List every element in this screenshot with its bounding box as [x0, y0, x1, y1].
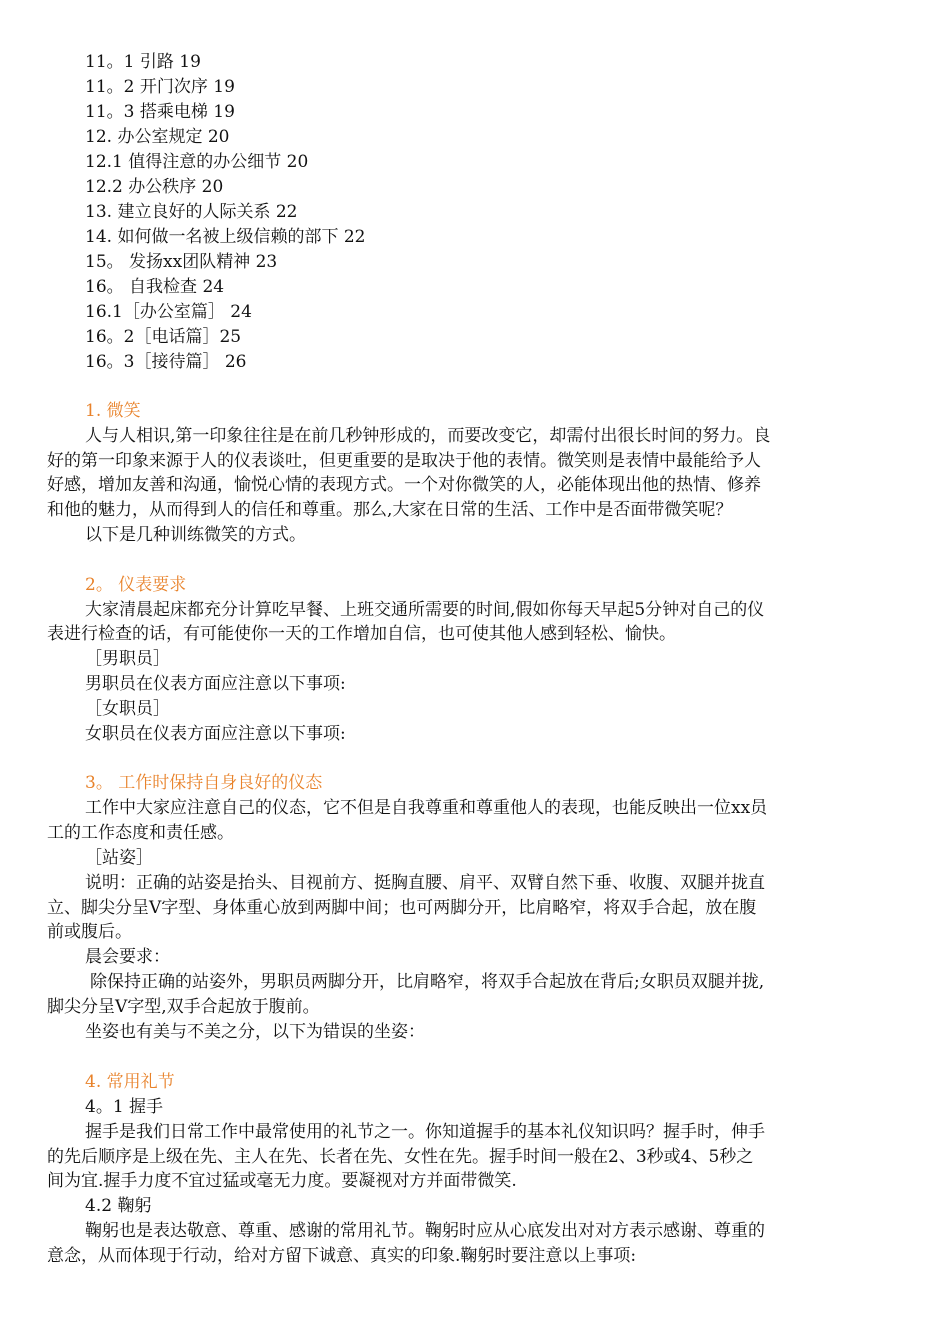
- section-heading: 3。 工作时保持自身良好的仪态: [85, 773, 323, 793]
- subsection-heading: 4.2 鞠躬: [85, 1196, 152, 1216]
- paragraph-line: 工的工作态度和责任感。: [47, 823, 234, 843]
- toc-entry: 16.1［办公室篇］ 24: [85, 302, 252, 322]
- paragraph-line: 说明：正确的站姿是抬头、目视前方、挺胸直腰、肩平、双臂自然下垂、收腹、双腿并拢直: [85, 873, 765, 893]
- paragraph-line: 女职员在仪表方面应注意以下事项:: [85, 724, 346, 744]
- paragraph-line: 立、脚尖分呈V字型、身体重心放到两脚中间；也可两脚分开，比肩略窄，将双手合起，放在腹: [47, 898, 757, 918]
- paragraph-line: 晨会要求：: [85, 947, 170, 967]
- paragraph-line: 间为宜.握手力度不宜过猛或毫无力度。要凝视对方并面带微笑.: [47, 1171, 517, 1191]
- toc-entry: 13. 建立良好的人际关系 22: [85, 202, 298, 222]
- paragraph-line: 好感，增加友善和沟通，愉悦心情的表现方式。一个对你微笑的人，必能体现出他的热情、修养: [47, 475, 761, 495]
- paragraph-line: 坐姿也有美与不美之分，以下为错误的坐姿：: [85, 1022, 425, 1042]
- paragraph-line: 和他的魅力，从而得到人的信任和尊重。那么,大家在日常的生活、工作中是否面带微笑呢？: [47, 500, 733, 520]
- paragraph-line: 握手是我们日常工作中最常使用的礼节之一。你知道握手的基本礼仪知识吗？握手时，伸手: [85, 1122, 765, 1142]
- subheading-tag: ［男职员］: [85, 649, 170, 669]
- paragraph-line: 鞠躬也是表达敬意、尊重、感谢的常用礼节。鞠躬时应从心底发出对对方表示感谢、尊重的: [85, 1221, 765, 1241]
- paragraph-line: 前或腹后。: [47, 922, 132, 942]
- paragraph-line: 表进行检查的话，有可能使你一天的工作增加自信，也可使其他人感到轻松、愉快。: [47, 624, 676, 644]
- paragraph-line: 人与人相识,第一印象往往是在前几秒钟形成的，而要改变它，却需付出很长时间的努力。良: [85, 426, 771, 446]
- paragraph-line: 工作中大家应注意自己的仪态，它不但是自我尊重和尊重他人的表现，也能反映出一位xx员: [85, 798, 768, 818]
- toc-entry: 14. 如何做一名被上级信赖的部下 22: [85, 227, 366, 247]
- subheading-tag: ［站姿］: [85, 848, 153, 868]
- toc-entry: 11。2 开门次序 19: [85, 77, 235, 97]
- toc-entry: 11。3 搭乘电梯 19: [85, 102, 235, 122]
- toc-entry: 16。3［接待篇］ 26: [85, 352, 247, 372]
- toc-entry: 12.1 值得注意的办公细节 20: [85, 152, 309, 172]
- paragraph-line: 脚尖分呈V字型,双手合起放于腹前。: [47, 997, 320, 1017]
- toc-entry: 16。 自我检查 24: [85, 277, 225, 297]
- paragraph-line: 好的第一印象来源于人的仪表谈吐，但更重要的是取决于他的表情。微笑则是表情中最能给予人: [47, 451, 761, 471]
- section-heading: 4. 常用礼节: [85, 1072, 175, 1092]
- section-heading: 1. 微笑: [85, 401, 141, 421]
- subsection-heading: 4。1 握手: [85, 1097, 164, 1117]
- subheading-tag: ［女职员］: [85, 699, 170, 719]
- paragraph-line: 的先后顺序是上级在先、主人在先、长者在先、女性在先。握手时间一般在2、3秒或4、5秒之: [47, 1147, 754, 1167]
- toc-entry: 12.2 办公秩序 20: [85, 177, 224, 197]
- paragraph-line: 男职员在仪表方面应注意以下事项:: [85, 674, 346, 694]
- paragraph-line: 除保持正确的站姿外，男职员两脚分开，比肩略窄，将双手合起放在背后;女职员双腿并拢,: [90, 972, 765, 992]
- toc-entry: 15。 发扬xx团队精神 23: [85, 252, 278, 272]
- paragraph-line: 大家清晨起床都充分计算吃早餐、上班交通所需要的时间,假如你每天早起5分钟对自己的仪: [85, 600, 765, 620]
- toc-entry: 12. 办公室规定 20: [85, 127, 230, 147]
- paragraph-line: 以下是几种训练微笑的方式。: [85, 525, 306, 545]
- toc-entry: 16。2［电话篇］25: [85, 327, 242, 347]
- paragraph-line: 意念，从而体现于行动，给对方留下诚意、真实的印象.鞠躬时要注意以上事项:: [47, 1246, 637, 1266]
- toc-entry: 11。1 引路 19: [85, 52, 201, 72]
- section-heading: 2。 仪表要求: [85, 575, 187, 595]
